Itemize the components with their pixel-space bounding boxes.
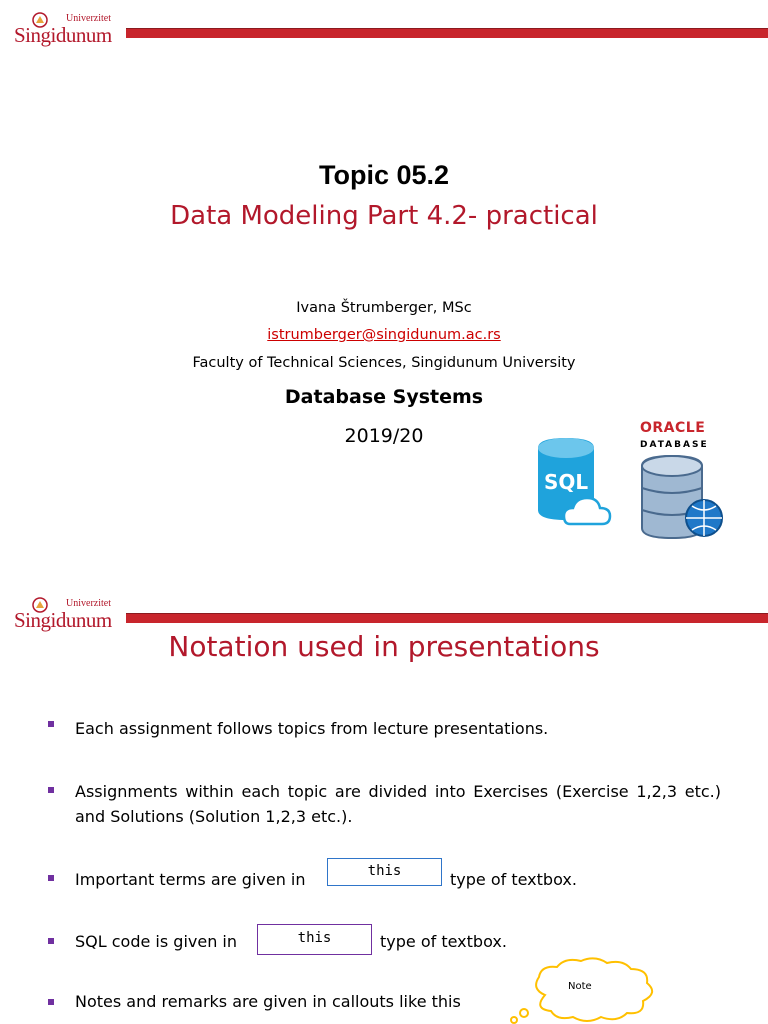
logo-name-text: Singidunum [14, 608, 112, 632]
bullet-text: Assignments within each topic are divided into Exercises (Exercise 1,2,3 etc.) and Solutions (Solution 1,2,3 etc.). [75, 782, 721, 826]
bullet-marker [48, 787, 54, 793]
bullet-text-suffix: type of textbox. [450, 870, 577, 889]
oracle-logo-text: ORACLE [640, 420, 706, 436]
bullet-marker [48, 721, 54, 727]
logo-univerzitet-text: Univerzitet [66, 13, 111, 24]
bullet-marker [48, 875, 54, 881]
university-logo [14, 595, 118, 633]
slide-title: Notation used in presentations [168, 630, 600, 663]
faculty-name: Faculty of Technical Sciences, Singidunum University [192, 355, 576, 371]
bullet-marker [48, 999, 54, 1005]
slide-subtitle: Data Modeling Part 4.2- practical [170, 201, 598, 231]
university-logo [14, 10, 118, 48]
header-bar [126, 613, 768, 623]
oracle-database-text: DATABASE [640, 440, 709, 450]
oracle-database-icon [638, 452, 730, 542]
course-name: Database Systems [284, 386, 484, 408]
note-callout-text: Note [568, 981, 592, 992]
author-name: Ivana Štrumberger, MSc [296, 300, 472, 316]
header-bar [126, 28, 768, 38]
logo-name-text: Singidunum [14, 23, 112, 47]
bullet-text: Important terms are given in [75, 870, 306, 889]
bullet-text: SQL code is given in [75, 932, 238, 951]
academic-year: 2019/20 [344, 425, 424, 447]
topic-title: Topic 05.2 [318, 160, 450, 190]
logo-univerzitet-text: Univerzitet [66, 598, 111, 609]
bullet-text: Notes and remarks are given in callouts like this [75, 992, 461, 1011]
sql-icon-label: SQL [544, 470, 589, 494]
author-email-link[interactable]: istrumberger@singidunum.ac.rs [267, 327, 501, 343]
notation-slide [0, 585, 768, 1024]
bullet-marker [48, 938, 54, 944]
bullet-text: Each assignment follows topics from lecture presentations. [75, 719, 549, 738]
bullet-text-suffix: type of textbox. [380, 932, 507, 951]
important-term-textbox: this [327, 858, 442, 886]
sql-code-textbox: this [257, 924, 372, 955]
